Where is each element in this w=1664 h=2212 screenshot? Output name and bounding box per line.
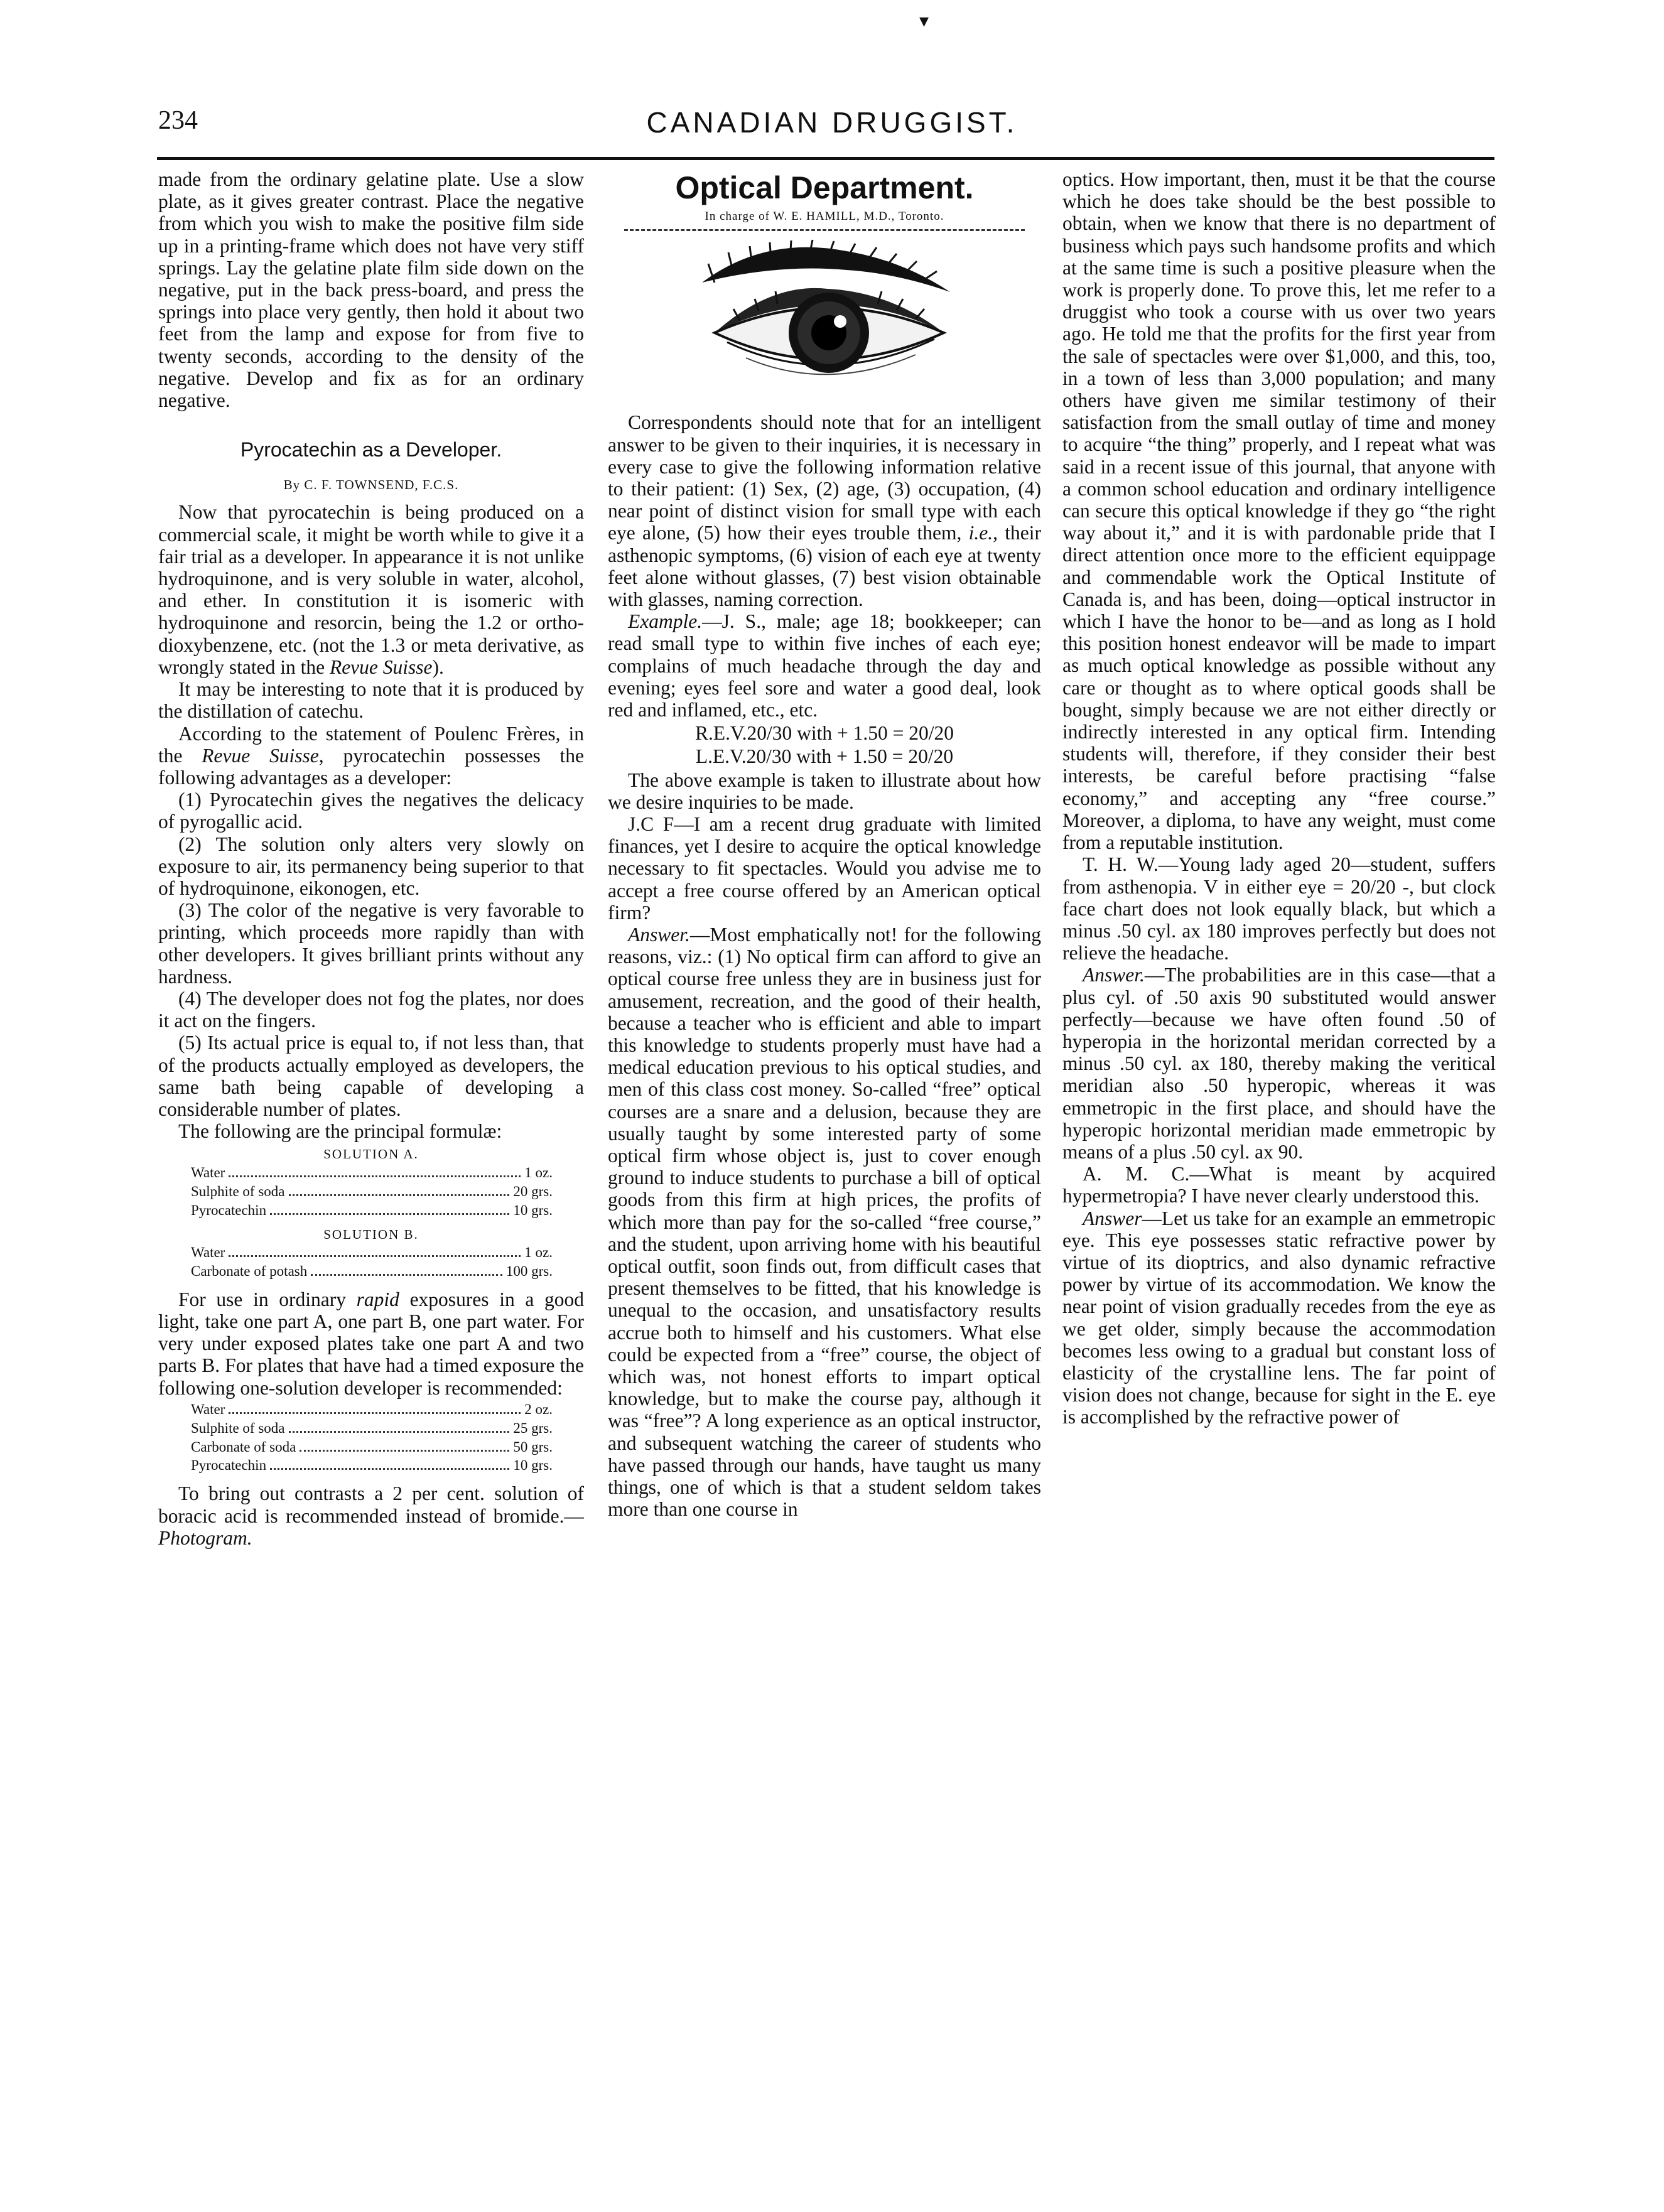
recipe-row: Water 1 oz. xyxy=(191,1164,553,1180)
column-3 xyxy=(1062,168,1496,2196)
solution-a-recipe xyxy=(191,1163,553,1220)
paragraph: T. H. W.—Young lady aged 20—student, suffers from asthenopia. V in either eye = 20/20 -, but clock face chart does not look equally black, but which a minus .50 cyl. ax 180 improves perfectly but does not relieve the headache. xyxy=(1062,853,1496,964)
paragraph: For use in ordinary rapid exposures in a good light, take one part A, one part B, one part water. For very under exposed plates take one part A and two parts B. For plates that have had a timed exposure the following one-solution developer is recommended: xyxy=(158,1288,584,1399)
one-solution-recipe xyxy=(191,1400,553,1476)
advantage-item: (5) Its actual price is equal to, if not less than, that of the products actually employed as developers, the same bath being capable of developing a considerable number of plates. xyxy=(158,1032,584,1120)
advantage-item: (1) Pyrocatechin gives the negatives the delicacy of pyrogallic acid. xyxy=(158,789,584,833)
paragraph: A. M. C.—What is meant by acquired hypermetropia? I have never clearly understood this. xyxy=(1062,1163,1496,1207)
advantage-item: (2) The solution only alters very slowly on exposure to air, its permanency being superior to that of hydroquinone, eikonogen, etc. xyxy=(158,833,584,899)
header-rule xyxy=(157,157,1494,160)
solution-b-recipe xyxy=(191,1243,553,1281)
paragraph: According to the statement of Poulenc Frères, in the Revue Suisse, pyrocatechin possesses the following advantages as a developer: xyxy=(158,722,584,789)
department-title: Optical Department. xyxy=(675,170,974,205)
paragraph: Example.—J. S., male; age 18; bookkeeper; can read small type to within five inches of each eye; complains of much headache through the day and evening; eyes feel sore and water a good deal, look red and inflamed, etc., etc. xyxy=(608,610,1041,721)
recipe-row: Water 2 oz. xyxy=(191,1401,553,1417)
advantage-item: (3) The color of the negative is very favorable to printing, which proceeds more rapidly than with other developers. It gives brilliant prints without any hardness. xyxy=(158,899,584,988)
recipe-row: Carbonate of soda 50 grs. xyxy=(191,1438,553,1455)
column-2 xyxy=(608,168,1041,2196)
eye-illustration xyxy=(608,239,1041,400)
paragraph: The above example is taken to illustrate about how we desire inquiries to be made. xyxy=(608,769,1041,813)
department-subtitle: In charge of W. E. HAMILL, M.D., Toronto. xyxy=(705,209,944,223)
paragraph: made from the ordinary gelatine plate. Use a slow plate, as it gives greater contrast. Place the negative from which you wish to make the positive film side up in a printing-frame which does not have very stiff springs. Lay the gelatine plate film side down on the negative, put in the back press-board, and press the springs into place very gently, then hold it about two feet from the lamp and expose for from five to twenty seconds, according to the density of the negative. Develop and fix as for an ordinary negative. xyxy=(158,168,584,412)
recipe-row: Water 1 oz. xyxy=(191,1244,553,1260)
paragraph: Correspondents should note that for an intelligent answer to be given to their inquiries, it is necessary in every case to give the following information relative to their patient: (1) Sex, (2) age, (3) occupation, (4) near point of distinct vision for small type with each eye alone, (5) how their eyes trouble them, i.e., their asthenopic symptoms, (6) vision of each eye at twenty feet alone without glasses, (7) best vision obtainable with glasses, naming correction. xyxy=(608,411,1041,610)
column-1 xyxy=(158,168,584,2196)
page-number: 234 xyxy=(158,106,198,135)
recipe-row: Carbonate of potash 100 grs. xyxy=(191,1263,553,1279)
paragraph: optics. How important, then, must it be that the course which he does take should be the best possible to obtain, when we know that there is no department of business which pays such handsome profits and which at the same time is such a positive pleasure when the work is properly done. To prove this, let me refer to a druggist who took a course with us over two years ago. He told me that the profits for the first year from the sale of spectacles were over $1,000, and this, too, in a town of less than 3,000 population; and many others have given me similar testimony of their satisfaction from the small outlay of time and money to acquire “the thing” properly, and I repeat what was said in a recent issue of this journal, that anyone with a common school education and ordinary intelligence can secure this optical knowledge if they go “the right way about it,” and it is with pardonable pride that I direct attention once more to the efficient equippage and commendable work the Optical Institute of Canada is, and has been, doing—optical instructor in which I have the honor to be—and as long as I hold this position honest endeavor will be made to impart as much optical knowledge as possible without any care or thought as to where optical goods shall be bought, simply because we are not either directly or indirectly interested in any optical firm. Intending students will, therefore, if they consider their best interests, be careful before practising “false economy,” and accepting any “free course.” Moreover, a diploma, to have any weight, must come from a reputable institution. xyxy=(1062,168,1496,854)
paragraph: Now that pyrocatechin is being produced on a commercial scale, it might be worth while to give it a fair trial as a developer. In appearance it is not unlike hydroquinone, and is very soluble in water, alcohol, and ether. In constitution it is isomeric with hydroquinone and resorcin, being the 1.2 or ortho-dioxybenzene, etc. (not the 1.3 or meta derivative, as wrongly stated in the Revue Suisse). xyxy=(158,501,584,678)
byline: By C. F. TOWNSEND, F.C.S. xyxy=(283,477,459,492)
paragraph: Answer.—Most emphatically not! for the following reasons, viz.: (1) No optical firm can afford to give an optical course free unless they are in business just for amusement, recreation, and the good of their health, because a teacher who is efficient and able to impart this knowledge to students properly must have had a medical education previous to his optical studies, and men of this class cost money. So-called “free” optical courses are a snare and a delusion, because they are usually taught by some interested party of some optical firm whose object is, just to cover enough ground to induce students to purchase a bill of optical goods from this firm at high prices, the profits of which more than pay for the so-called “free course,” and the student, upon arriving home with his beautiful optical outfit, soon finds out, from difficult cases that present themselves to be fitted, that his knowledge is unequal to the occasion, and unsatisfactory results accrue both to himself and his customers. What else could be expected from a “free” course, the object of which was, not honest efforts to impart optical knowledge, but to make the course pay, although it was “free”? A long experience as an optical instructor, and subsequent watching the career of students who have passed through our hands, have taught us many things, one of which is that a student seldom takes more than one course in xyxy=(608,924,1041,1521)
solution-b-heading: SOLUTION B. xyxy=(323,1226,419,1242)
paragraph: Answer—Let us take for an example an emmetropic eye. This eye possesses static refractive power by virtue of its dioptrics, and also dynamic refractive power by virtue of its accommodation. We know the near point of vision gradually recedes from the eye as we get older, simply because the accommodation becomes less owing to a gradual but constant loss of elasticity of the crystalline lens. The far point of vision does not change, because for sight in the E. eye is accomplished by the refractive power of xyxy=(1062,1207,1496,1428)
eye-icon xyxy=(689,239,959,396)
equation: R.E.V.20/30 with + 1.50 = 20/20 xyxy=(694,722,954,745)
paragraph: It may be interesting to note that it is produced by the distillation of catechu. xyxy=(158,678,584,723)
solution-a-heading: SOLUTION A. xyxy=(323,1146,419,1162)
journal-title: CANADIAN DRUGGIST. xyxy=(646,106,1018,139)
dashed-rule xyxy=(624,229,1025,231)
recipe-row: Sulphite of soda 25 grs. xyxy=(191,1420,553,1436)
paragraph: The following are the principal formulæ: xyxy=(178,1120,502,1143)
top-margin-mark: ▾ xyxy=(919,11,929,31)
advantage-item: (4) The developer does not fog the plates, nor does it act on the fingers. xyxy=(158,987,584,1032)
paragraph: J.C F—I am a recent drug graduate with limited finances, yet I desire to acquire the optical knowledge necessary to fit spectacles. Would you advise me to accept a free course offered by an American optical firm? xyxy=(608,812,1041,924)
recipe-row: Pyrocatechin 10 grs. xyxy=(191,1457,553,1474)
paragraph: To bring out contrasts a 2 per cent. solution of boracic acid is recommended instead of bromide.—Photogram. xyxy=(158,1482,584,1549)
equation: L.E.V.20/30 with + 1.50 = 20/20 xyxy=(695,745,954,768)
paragraph: Answer.—The probabilities are in this case—that a plus cyl. of .50 axis 90 substituted would answer perfectly—because we have often found .50 of hyperopia in the horizontal meridan corrected by a minus .50 cyl. ax 180, thereby making the veritical meridian also .50 hyperopic, whereas it was emmetropic in the first place, and should have the hyperopic horizontal meridian made emmetropic by means of a plus .50 cyl. ax 90. xyxy=(1062,964,1496,1163)
article-title: Pyrocatechin as a Developer. xyxy=(240,438,502,461)
recipe-row: Pyrocatechin 10 grs. xyxy=(191,1202,553,1218)
recipe-row: Sulphite of soda 20 grs. xyxy=(191,1183,553,1199)
